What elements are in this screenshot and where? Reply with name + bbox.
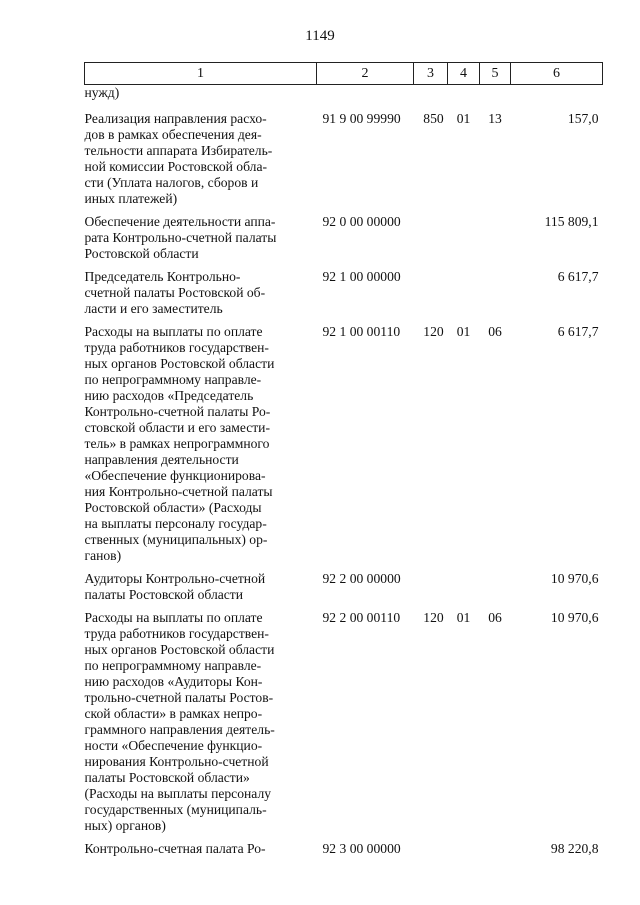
row-name (85, 324, 317, 571)
row-name-line: Контрольно-счетная палата Ро- (84, 841, 266, 856)
row-section (448, 214, 480, 269)
row-name-line: Расходы на выплаты по оплате (84, 610, 263, 625)
row-subsection: 13 (488, 111, 502, 126)
row-amount: 115 809,1 (544, 214, 599, 229)
row-section (448, 571, 480, 610)
table-header (85, 63, 603, 85)
header-col-3: 3 (414, 63, 448, 85)
row-name-line: тель» в рамках непрограммного (84, 436, 270, 451)
header-col-6: 6 (511, 63, 603, 85)
row-name-line: ных органов Ростовской области (84, 642, 275, 657)
row-name-line: труда работников государствен- (84, 626, 269, 641)
row-subsection (480, 269, 511, 324)
table-row (85, 571, 603, 610)
table-row (85, 269, 603, 324)
row-name-line: счетной палаты Ростовской об- (84, 285, 266, 300)
row-target-article: 92 2 00 00000 (322, 571, 401, 586)
row-name-line: по непрограммному направле- (84, 372, 262, 387)
row-section (448, 269, 480, 324)
row-name-line: ности «Обеспечение функцио- (84, 738, 263, 753)
table-row (85, 214, 603, 269)
row-name-line: (Расходы на выплаты персоналу (84, 786, 272, 801)
table-row (85, 111, 603, 214)
row-name-line: ственных (муниципальных) ор- (84, 532, 268, 547)
header-col-4: 4 (448, 63, 480, 85)
row-name-line: нирования Контрольно-счетной (84, 754, 269, 769)
budget-table (84, 62, 603, 864)
row-name-line: палаты Ростовской области (84, 587, 244, 602)
row-name-line: направления деятельности (84, 452, 239, 467)
header-col-2: 2 (317, 63, 414, 85)
row-expense-type: 850 (423, 111, 444, 126)
row-expense-type (414, 214, 448, 269)
row-amount: 10 970,6 (550, 610, 599, 625)
row-name-line: рата Контрольно-счетной палаты (84, 230, 277, 245)
row-subsection (480, 571, 511, 610)
row-name-line: нию расходов «Аудиторы Кон- (84, 674, 263, 689)
row-section: 01 (456, 111, 471, 126)
row-name-line: государственных (муниципаль- (84, 802, 267, 817)
row-name-line: трольно-счетной палаты Ростов- (84, 690, 274, 705)
row-amount: 6 617,7 (557, 324, 599, 339)
row-name-line: Реализация направления расхо- (84, 111, 267, 126)
header-col-5: 5 (480, 63, 511, 85)
row-name-line: Аудиторы Контрольно-счетной (84, 571, 266, 586)
row-expense-type (414, 269, 448, 324)
row-name-line: на выплаты персоналу государ- (84, 516, 267, 531)
header-col-1: 1 (85, 63, 317, 85)
table-row (85, 324, 603, 571)
row-name-line: граммного направления деятель- (84, 722, 275, 737)
row-name-line: Контрольно-счетной палаты Ро- (84, 404, 271, 419)
table-row (85, 610, 603, 841)
row-name-line: стовской области и его замести- (84, 420, 270, 435)
row-section (448, 841, 480, 864)
row-name-line: дов в рамках обеспечения дея- (84, 127, 262, 142)
row-name-line: Расходы на выплаты по оплате (84, 324, 263, 339)
row-name-line: тельности аппарата Избиратель- (84, 143, 273, 158)
row-name-line: ской области» в рамках непро- (84, 706, 263, 721)
table-row (85, 841, 603, 864)
row-expense-type (414, 841, 448, 864)
row-expense-type (414, 571, 448, 610)
row-target-article: 92 2 00 00110 (322, 610, 401, 625)
row-expense-type: 120 (423, 324, 444, 339)
row-target-article: 92 3 00 00000 (322, 841, 401, 856)
row-name-line: Председатель Контрольно- (84, 269, 241, 284)
row-target-article: 92 1 00 00110 (322, 324, 401, 339)
table-body (85, 85, 603, 865)
row-name (85, 111, 317, 214)
page-number: 1149 (305, 28, 335, 44)
row-section: 01 (456, 324, 471, 339)
row-name-line: «Обеспечение функционирова- (84, 468, 266, 483)
row-expense-type: 120 (423, 610, 444, 625)
row-name (85, 269, 317, 324)
row-name (85, 610, 317, 841)
row-subsection: 06 (488, 324, 502, 339)
row-amount: 6 617,7 (557, 269, 599, 284)
row-subsection: 06 (488, 610, 502, 625)
row-amount: 98 220,8 (550, 841, 599, 856)
row-name-line: сти (Уплата налогов, сборов и (84, 175, 259, 190)
row-name-line: ной комиссии Ростовской обла- (84, 159, 268, 174)
row-target-article: 91 9 00 99990 (322, 111, 401, 126)
row-subsection (480, 841, 511, 864)
row-amount: 157,0 (567, 111, 599, 126)
row-target-article: 92 1 00 00000 (322, 269, 401, 284)
row-name (85, 214, 317, 269)
row-name-line: нию расходов «Председатель (84, 388, 254, 403)
row-name (85, 571, 317, 610)
row-name-line: иных платежей) (84, 191, 178, 206)
row-subsection (480, 214, 511, 269)
row-name-line: по непрограммному направле- (84, 658, 262, 673)
row-name-line: ганов) (84, 548, 122, 563)
row-name-line: ных органов Ростовской области (84, 356, 275, 371)
row-name-line: ных) органов) (84, 818, 166, 833)
row-name-line: Обеспечение деятельности аппа- (84, 214, 276, 229)
row-name-line: ния Контрольно-счетной палаты (84, 484, 273, 499)
row-name-line: Ростовской области» (Расходы (84, 500, 262, 515)
continuation-row (85, 85, 603, 112)
row-name-line: палаты Ростовской области» (84, 770, 250, 785)
row-target-article: 92 0 00 00000 (322, 214, 401, 229)
row-section: 01 (456, 610, 471, 625)
row-name-line: труда работников государствен- (84, 340, 269, 355)
row-name-line: Ростовской области (84, 246, 199, 261)
row-amount: 10 970,6 (550, 571, 599, 586)
continuation-text: нужд) (84, 85, 120, 100)
row-name-line: ласти и его заместитель (84, 301, 223, 316)
row-name (85, 841, 317, 864)
